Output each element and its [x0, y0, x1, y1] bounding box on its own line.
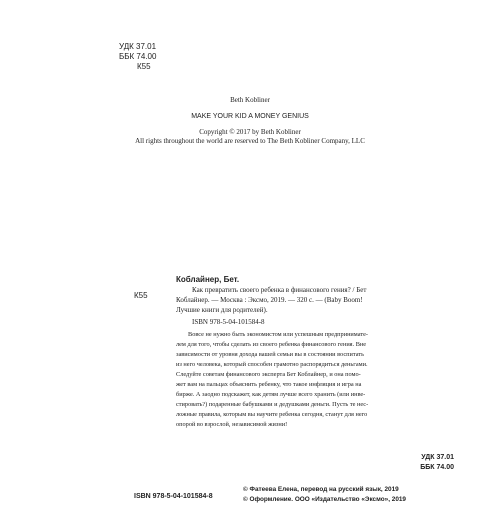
bottom-udc-code: УДК 37.01	[421, 454, 454, 461]
card-description-line: Лучшие книги для родителей).	[176, 305, 268, 314]
card-author-mark: К55	[134, 291, 148, 300]
translation-copyrights	[243, 485, 457, 505]
card-description	[176, 286, 451, 315]
annotation-line: зависимости от уровня дохода вашей семьи вы в состоянии воспитать	[176, 351, 364, 358]
card-description-line: Коблайнер. — Москва : Эксмо, 2019. — 320 с. — (Baby Boom!	[176, 295, 363, 304]
original-rights: All rights throughout the world are reserved to The Beth Kobliner Company, LLC	[135, 137, 365, 146]
card-author: Коблайнер, Бет.	[176, 275, 240, 284]
udc-code: УДК 37.01	[119, 42, 157, 51]
annotation-line: Следуйте советам финансового эксперта Бет Коблайнер, и она помо-	[176, 371, 361, 378]
annotation-line: опорой во взрослой, независимой жизни!	[176, 421, 288, 428]
bbk-code: ББК 74.00	[119, 52, 157, 61]
isbn-bottom: ISBN 978-5-04-101584-8	[134, 493, 213, 500]
copyright-line: © Фатеева Елена, перевод на русский язык, 2019	[243, 486, 399, 493]
card-description-line: Как превратить своего ребенка в финансового гения? / Бет	[192, 286, 367, 294]
copyright-line: © Оформление. ООО «Издательство «Эксмо», 2019	[243, 496, 406, 503]
original-author: Beth Kobliner	[230, 96, 270, 104]
original-edition-block	[0, 96, 500, 147]
annotation-line: бирже. А заодно подскажет, как детям лучше всего хранить (или инве-	[176, 391, 366, 398]
card-isbn: ISBN 978-5-04-101584-8	[192, 318, 265, 326]
annotation-line: ложные правила, которым вы научите ребенка сегодня, станут для него	[176, 411, 368, 418]
top-classification-codes	[119, 42, 179, 72]
bottom-bbk-code: ББК 74.00	[420, 463, 454, 471]
bottom-classification-codes	[396, 453, 454, 473]
annotation-paragraph	[176, 330, 454, 430]
original-copyright: Copyright © 2017 by Beth Kobliner	[199, 127, 301, 136]
annotation-line: из него человека, который способен грамотно распорядиться деньгами.	[176, 361, 368, 368]
annotation-line: лем для того, чтобы сделать из своего ребенка финансового гения. Вне	[176, 341, 367, 348]
annotation-line: Вовсе не нужно быть экономистом или успешным предпринимате-	[188, 331, 369, 338]
annotation-line: жет вам на пальцах объяснить ребенку, что такое инфляция и игра на	[176, 381, 362, 388]
original-title: MAKE YOUR KID A MONEY GENIUS	[191, 112, 309, 120]
author-mark: К55	[137, 62, 151, 71]
annotation-line: стировать?) подаренные бабушками и дедушками деньги. Пусть те нес-	[176, 401, 369, 408]
